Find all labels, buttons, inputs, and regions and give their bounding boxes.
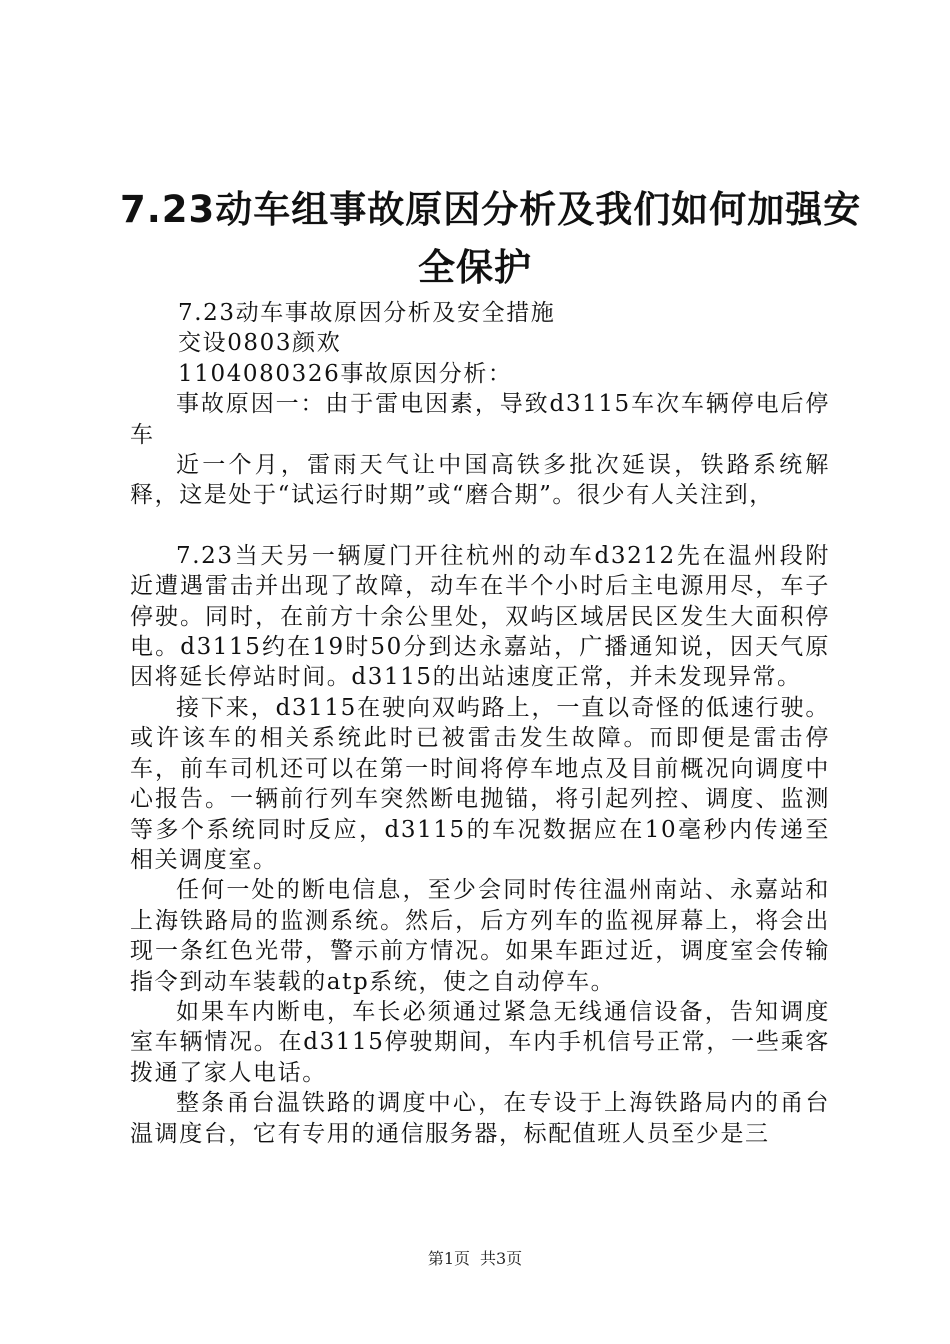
document-title-line-2: 全保护 xyxy=(418,246,532,289)
paragraph-power-loss-signal: 任何一处的断电信息，至少会同时传往温州南站、永嘉站和上海铁路局的监测系统。然后，后方列车的监视屏幕上，将会出现一条红色光带，警示前方情况。如果车距过近，调度室会传输指令到动车装载的atp系统，使之自动停车。 xyxy=(130,877,830,995)
student-id-line: 1104080326事故原因分析： xyxy=(178,360,513,387)
author-line: 交设0803颜欢 xyxy=(178,330,342,357)
document-body xyxy=(130,298,830,1149)
paragraph-d3212-lightning: 7.23当天另一辆厦门开往杭州的动车d3212先在温州段附近遭遇雷击并出现了故障，动车在半个小时后主电源用尽，车子停驶。同时，在前方十余公里处，双屿区域居民区发生大面积停电。d3115约在19时50分到达永嘉站，广播通知说，因天气原因将延长停站时间。d3115的出站速度正常，并未发现异常。 xyxy=(130,542,830,691)
paragraph-onboard-power-loss: 如果车内断电，车长必须通过紧急无线通信设备，告知调度室车辆情况。在d3115停驶期间，车内手机信号正常，一些乘客拨通了家人电话。 xyxy=(130,998,830,1086)
document-title-line-1: 7.23动车组事故原因分析及我们如何加强安 xyxy=(120,188,862,231)
page-total: 共3页 xyxy=(480,1249,523,1268)
paragraph-cause-one: 事故原因一：由于雷电因素，导致d3115车次车辆停电后停车 xyxy=(130,391,830,448)
page-number: 第1页 xyxy=(427,1249,470,1268)
paragraph-low-speed: 接下来，d3115在驶向双屿路上，一直以奇怪的低速行驶。或许该车的相关系统此时已被雷击发生故障。而即便是雷击停车，前车司机还可以在第一时间将停车地点及目前概况向调度中心报告。一辆前行列车突然断电抛锚，将引起列控、调度、监测等多个系统同时反应，d3115的车况数据应在10毫秒内传递至相关调度室。 xyxy=(130,694,830,873)
page-footer xyxy=(0,1246,950,1269)
paragraph-recent-delays: 近一个月，雷雨天气让中国高铁多批次延误，铁路系统解释，这是处于“试运行时期”或“磨合期”。很少有人关注到， xyxy=(130,452,830,509)
document-subtitle: 7.23动车事故原因分析及安全措施 xyxy=(178,300,556,326)
paragraph-dispatch-center: 整条甬台温铁路的调度中心，在专设于上海铁路局内的甬台温调度台，它有专用的通信服务器，标配值班人员至少是三 xyxy=(130,1090,830,1147)
